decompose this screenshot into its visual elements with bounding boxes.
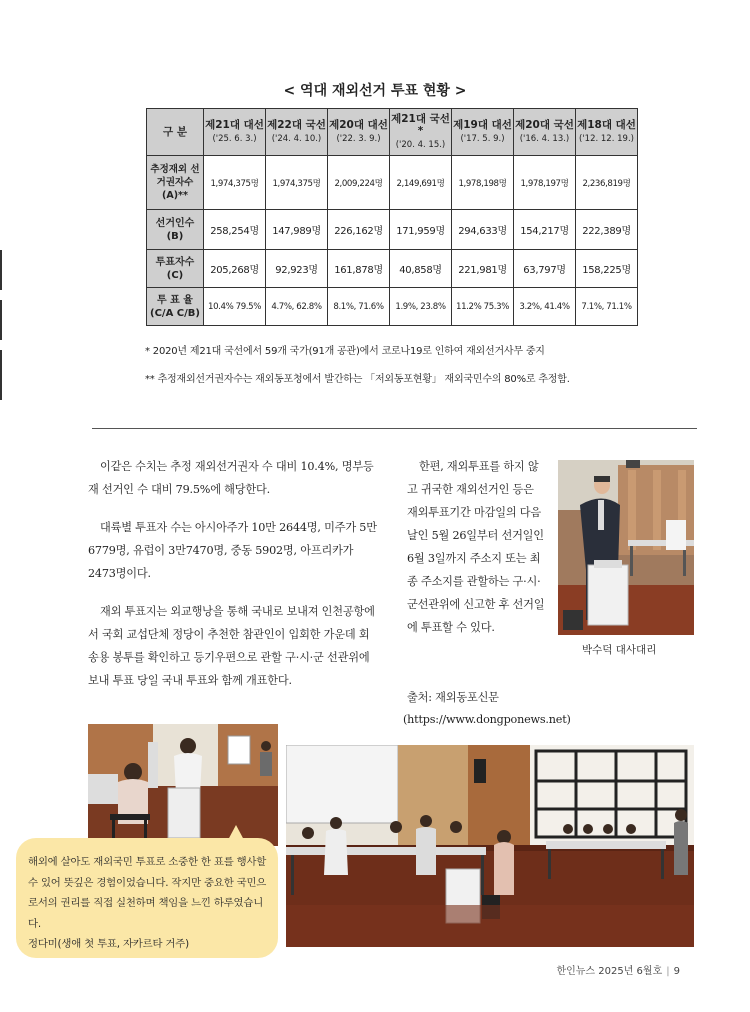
table-row — [147, 288, 638, 326]
table-cell: 226,162명 — [328, 210, 390, 250]
table-row — [147, 156, 638, 210]
table-cell: 158,225명 — [576, 250, 638, 288]
margin-bar — [0, 300, 2, 340]
quote-author: 정다미(생애 첫 투표, 자카르타 거주) — [28, 938, 189, 950]
table-cell: 171,959명 — [390, 210, 452, 250]
table-cell: 40,858명 — [390, 250, 452, 288]
section-divider — [92, 428, 697, 429]
table-cell: 161,878명 — [328, 250, 390, 288]
article-source: 출처: 재외동포신문 — [407, 691, 499, 704]
table-cell: 10.4% 79.5% — [204, 288, 266, 326]
table-cell: 222,389명 — [576, 210, 638, 250]
page-footer — [556, 962, 680, 977]
table-cell: 154,217명 — [514, 210, 576, 250]
table-cell: 92,923명 — [266, 250, 328, 288]
table-cell: 1,974,375명 — [266, 156, 328, 210]
footnote: * 2020년 제21대 국선에서 59개 국가(91개 공관)에서 코로나19로 인하여 재외선거사무 중지 — [145, 346, 545, 357]
quote-body: 해외에 살아도 재외국민 투표로 소중한 한 표를 행사할 수 있어 뜻깊은 경험이었습니다. 작지만 중요한 국민으로서의 권리를 직접 실천하며 책임을 느낀 하루였습니다. — [28, 856, 267, 930]
table-cell: 1,978,197명 — [514, 156, 576, 210]
voters-photo — [88, 724, 278, 846]
table-cell: 11.2% 75.3% — [452, 288, 514, 326]
table-cell: 2,009,224명 — [328, 156, 390, 210]
ambassador-photo — [558, 460, 694, 635]
table-title: < 역대 재외선거 투표 현황 > — [283, 83, 467, 99]
page-number: 9 — [673, 966, 680, 977]
table-cell: 7.1%, 71.1% — [576, 288, 638, 326]
row-label: 투표자수 (C) — [147, 250, 204, 288]
table-cell: 2,149,691명 — [390, 156, 452, 210]
column-header: 제20대 국선 ('16. 4. 13.) — [514, 109, 576, 156]
table-cell: 258,254명 — [204, 210, 266, 250]
column-header: 제19대 대선 ('17. 5. 9.) — [452, 109, 514, 156]
column-header: 제20대 대선 ('22. 3. 9.) — [328, 109, 390, 156]
footnote: ** 추정재외선거권자수는 재외동포청에서 발간하는 「저외동포현황」 재외국민수의 80%로 추정함. — [145, 374, 570, 385]
table-cell: 1,974,375명 — [204, 156, 266, 210]
article-paragraph: 재외 투표지는 외교행낭을 통해 국내로 보내져 인천공항에서 국회 교섭단체 정당이 추천한 참관인이 입회한 가운데 회송용 봉투를 확인하고 등기우편으로 관할 구·시·군 선관위에 보내 투표 당일 국내 투표와 함께 개표한다. — [88, 605, 375, 687]
table-row — [147, 250, 638, 288]
table-cell: 221,981명 — [452, 250, 514, 288]
table-cell: 205,268명 — [204, 250, 266, 288]
table-corner: 구 분 — [147, 109, 204, 156]
row-label: 투 표 율 (C/A C/B) — [147, 288, 204, 326]
row-label: 추정재외 선거권자수 (A)** — [147, 156, 204, 210]
table-cell: 4.7%, 62.8% — [266, 288, 328, 326]
margin-bar — [0, 250, 2, 290]
article-paragraph: 대륙별 투표자 수는 아시아주가 10만 2644명, 미주가 5만 6779명, 유럽이 3만7470명, 중동 5902명, 아프리카가 2473명이다. — [88, 521, 377, 580]
photo-caption: 박수덕 대사대리 — [582, 644, 657, 656]
column-header: 제21대 국선* ('20. 4. 15.) — [390, 109, 452, 156]
table-header-row — [147, 109, 638, 156]
table-row — [147, 210, 638, 250]
article-paragraph: 이같은 수치는 추정 재외선거권자 수 대비 10.4%, 명부등재 선거인 수 대비 79.5%에 해당한다. — [88, 460, 374, 496]
table-cell: 8.1%, 71.6% — [328, 288, 390, 326]
table-cell: 147,989명 — [266, 210, 328, 250]
article-paragraph: 한편, 재외투표를 하지 않고 귀국한 재외선거인 등은 재외투표기간 마감일의 다음날인 5월 26일부터 선거일인 6월 3일까지 주소지 또는 최종 주소지를 관할하는 구·시·군선관위에 신고한 후 선거일에 투표할 수 있다. — [407, 460, 545, 634]
article-source-url: (https://www.dongponews.net) — [403, 713, 571, 726]
election-table — [146, 108, 638, 326]
column-header: 제18대 대선 ('12. 12. 19.) — [576, 109, 638, 156]
table-cell: 2,236,819명 — [576, 156, 638, 210]
publication-name: 한인뉴스 2025년 6월호 — [556, 966, 663, 977]
margin-bar — [0, 350, 2, 400]
row-label: 선거인수 (B) — [147, 210, 204, 250]
table-cell: 1,978,198명 — [452, 156, 514, 210]
column-header: 제21대 대선 ('25. 6. 3.) — [204, 109, 266, 156]
footer-separator: | — [666, 966, 670, 977]
table-cell: 3.2%, 41.4% — [514, 288, 576, 326]
table-cell: 1.9%, 23.8% — [390, 288, 452, 326]
table-cell: 294,633명 — [452, 210, 514, 250]
polling-hall-photo — [286, 745, 694, 947]
column-header: 제22대 국선 ('24. 4. 10.) — [266, 109, 328, 156]
quote-text — [28, 852, 273, 955]
table-cell: 63,797명 — [514, 250, 576, 288]
